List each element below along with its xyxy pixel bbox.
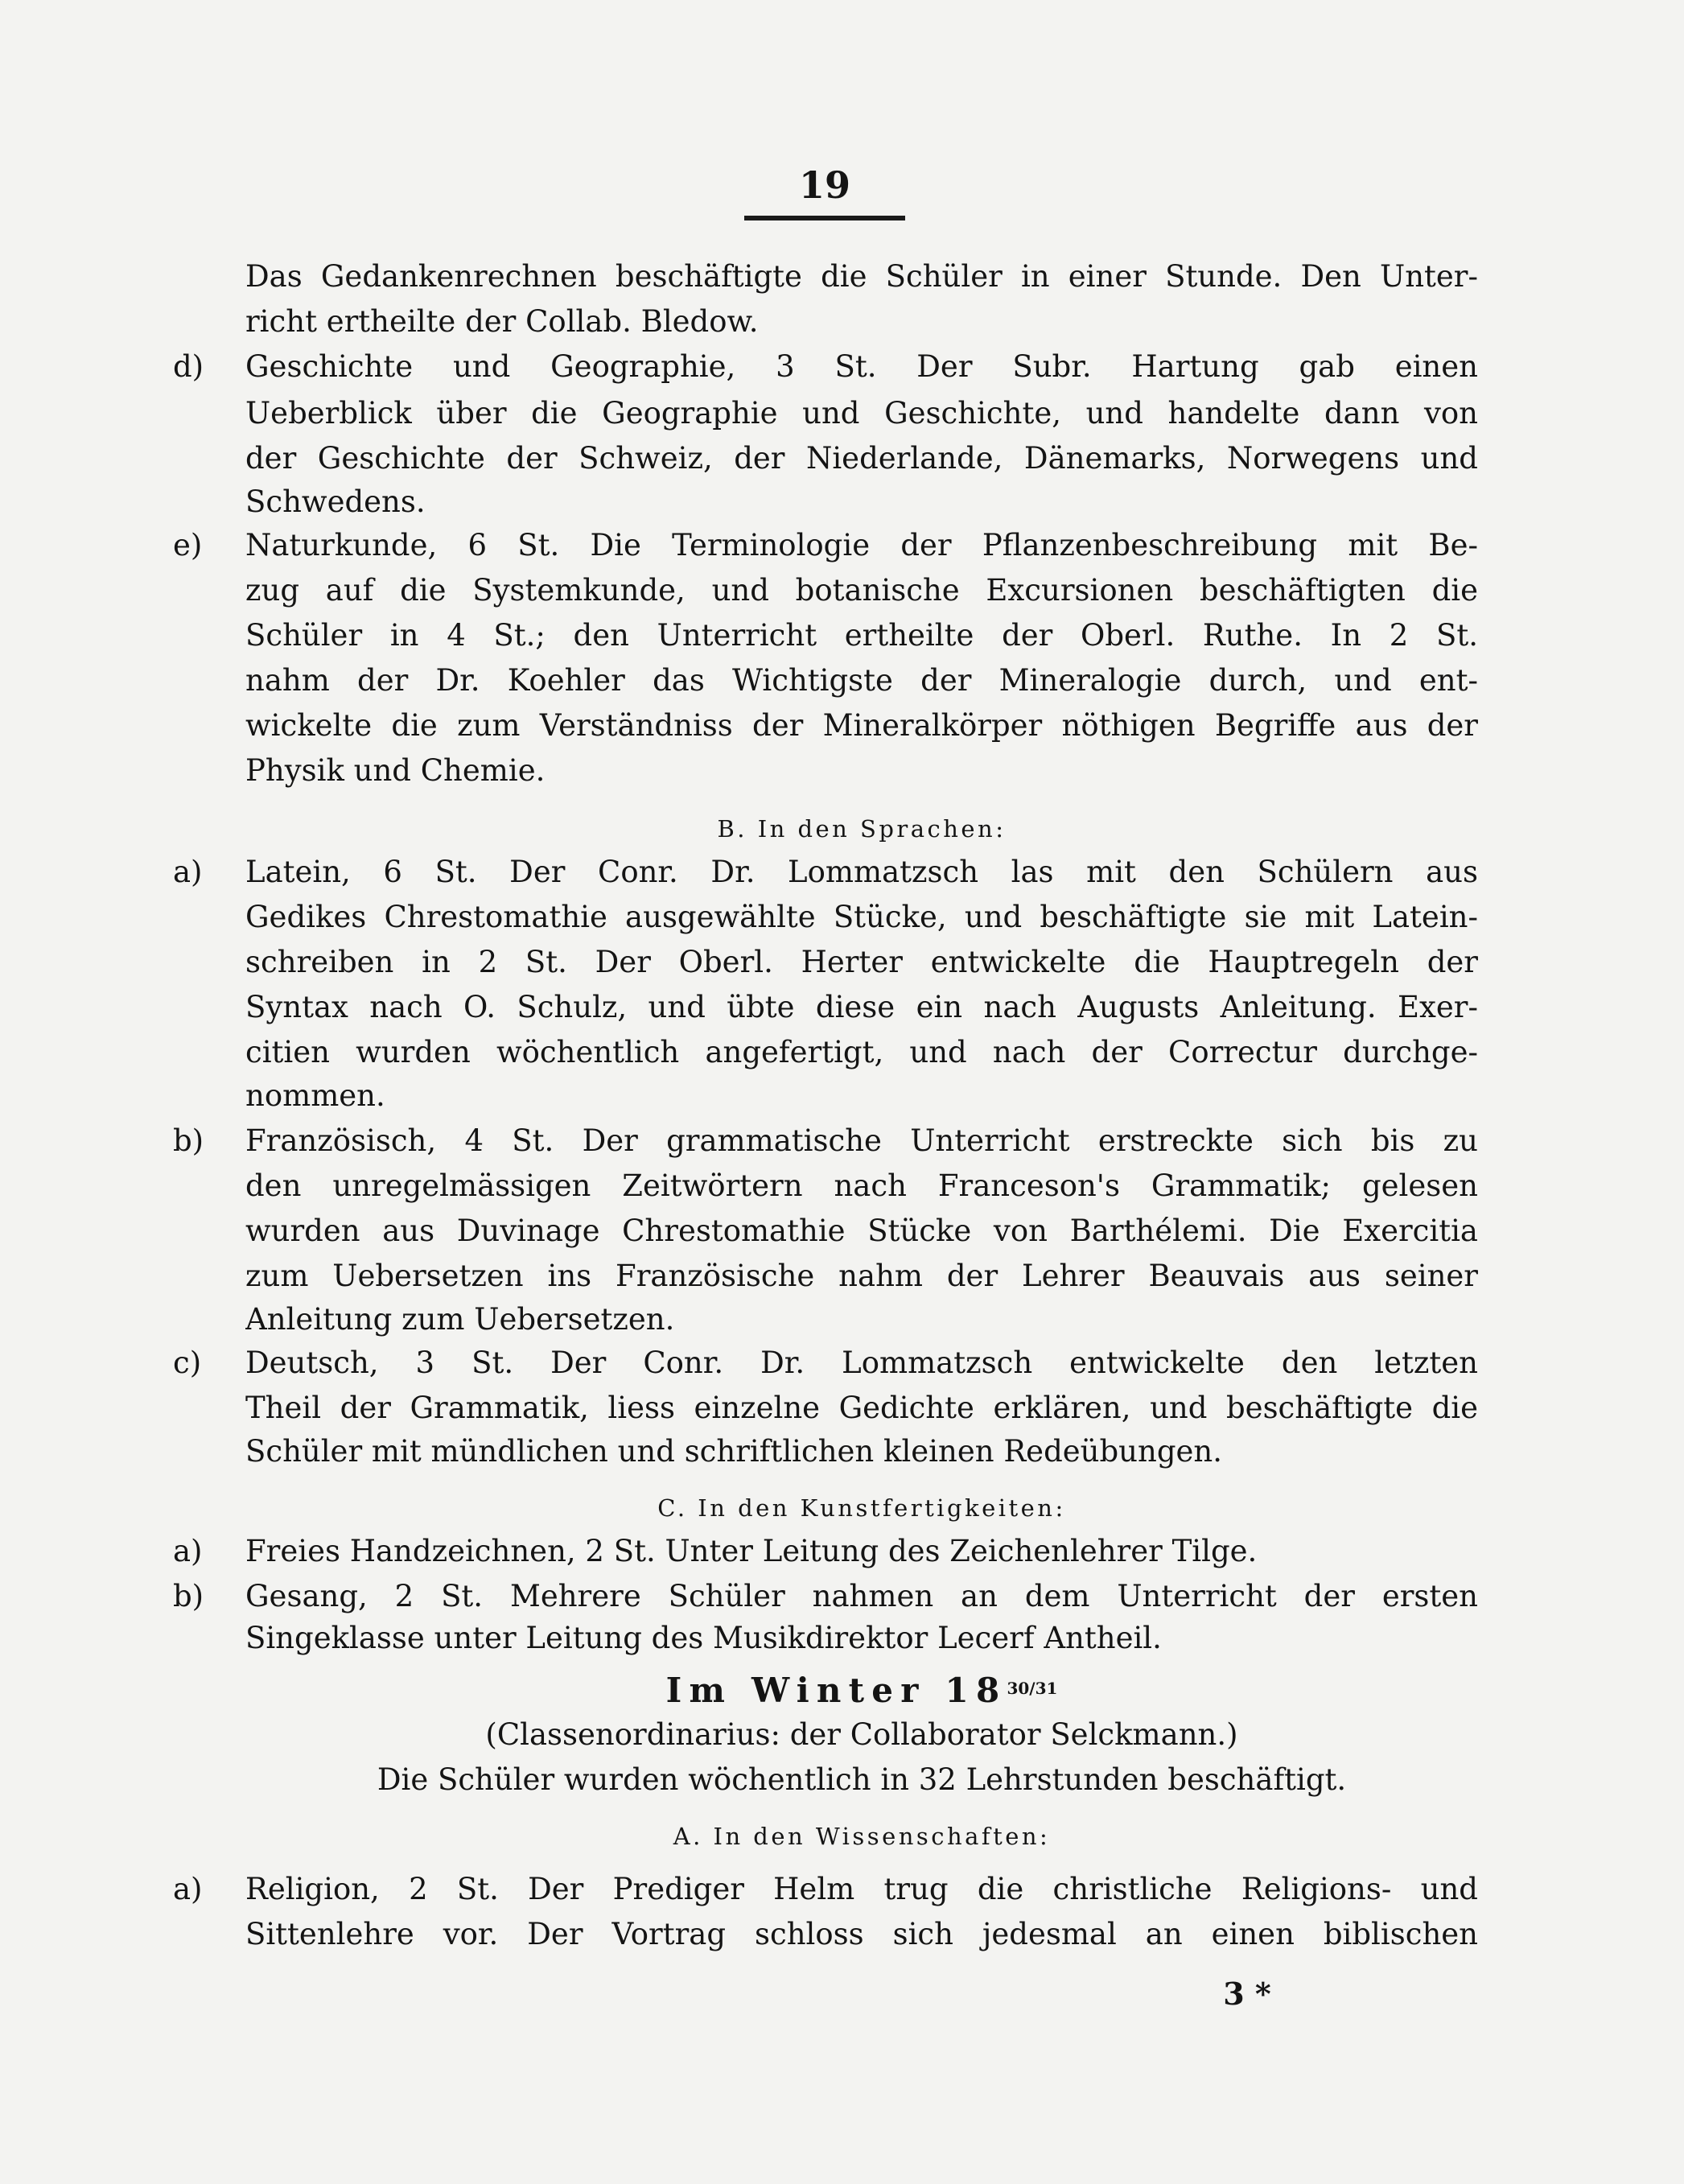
page-number: 19 [798,163,850,207]
text-line-content: wurden aus Duvinage Chrestomathie Stücke von Barthélemi. Die Exercitia [245,1214,1478,1248]
text-line [245,1869,1478,1910]
signature-mark: 3 * [1223,1976,1271,2012]
text-line [245,1714,1478,1756]
text-line-content: citien wurden wöchentlich angefertigt, und nach der Correctur durchge- [245,1035,1478,1069]
text-line-content: A. In den Wissenschaften: [673,1823,1051,1850]
text-line [245,660,1478,702]
text-line-content: B. In den Sprachen: [717,815,1007,843]
text-line [245,987,1478,1028]
text-line-content: Freies Handzeichnen, 2 St. Unter Leitung des Zeichenlehrer Tilge. [245,1534,1258,1568]
text-line [245,525,1478,567]
text-line [245,1387,1478,1429]
text-line-content: C. In den Kunstfertigkeiten: [657,1494,1066,1522]
text-line-content: Singeklasse unter Leitung des Musikdirektor Lecerf Antheil. [245,1621,1162,1655]
list-marker: a) [173,855,203,889]
text-line-content: Schüler in 4 St.; den Unterricht ertheilte der Oberl. Ruthe. In 2 St. [245,618,1478,653]
text-line-content: Theil der Grammatik, liess einzelne Gedichte erklären, und beschäftigte die [245,1391,1478,1425]
text-line-content: zug auf die Systemkunde, und botanische Excursionen beschäftigten die [245,573,1478,608]
list-marker: a) [173,1534,203,1568]
text-line-content: den unregelmässigen Zeitwörtern nach Franceson's Grammatik; gelesen [245,1168,1478,1203]
text-line [245,1032,1478,1073]
text-line-content: Latein, 6 St. Der Conr. Dr. Lommatzsch las mit den Schülern aus [245,855,1478,889]
text-line-content: zum Uebersetzen ins Französische nahm der Lehrer Beauvais aus seiner [245,1259,1478,1293]
text-line-content: Naturkunde, 6 St. Die Terminologie der Pflanzenbeschreibung mit Be- [245,528,1478,562]
list-marker: b) [173,1123,204,1158]
text-line-content: Ueberblick über die Geographie und Geschichte, und handelte dann von [245,396,1478,431]
text-line [245,1667,1478,1709]
text-line-content: Das Gedankenrechnen beschäftigte die Schüler in einer Stunde. Den Unter- [245,259,1478,294]
text-line [245,1815,1478,1857]
list-marker: e) [173,528,203,562]
text-line-content: Die Schüler wurden wöchentlich in 32 Lehrstunden beschäftigt. [377,1762,1347,1797]
text-line [245,896,1478,938]
text-line-content: Gesang, 2 St. Mehrere Schüler nahmen an dem Unterricht der ersten [245,1579,1478,1613]
text-line [245,1120,1478,1162]
year-fraction: 30/31 [1007,1679,1058,1698]
text-line-content: Anleitung zum Uebersetzen. [245,1302,675,1337]
text-line [245,1255,1478,1297]
text-line-content: Deutsch, 3 St. Der Conr. Dr. Lommatzsch entwickelte den letzten [245,1345,1478,1380]
text-line [245,1617,1478,1659]
text-line [245,1210,1478,1252]
text-line-content: Sittenlehre vor. Der Vortrag schloss sich jedesmal an einen biblischen [245,1917,1478,1951]
text-line [245,393,1478,435]
text-line [245,438,1478,480]
text-line [245,256,1478,298]
text-line [245,1914,1478,1955]
text-line [245,481,1478,523]
text-line [245,1487,1478,1529]
text-line [245,1576,1478,1617]
text-line [245,1165,1478,1207]
header-rule [744,216,905,220]
text-line [245,942,1478,983]
list-marker: d) [173,349,204,384]
text-line [245,851,1478,893]
text-line-content: nommen. [245,1078,385,1113]
text-line [245,1342,1478,1384]
text-line-content: nahm der Dr. Koehler das Wichtigste der Mineralogie durch, und ent- [245,663,1478,698]
list-marker: b) [173,1579,204,1613]
text-line-content: Physik und Chemie. [245,753,546,788]
text-line-content: wickelte die zum Verständniss der Mineralkörper nöthigen Begriffe aus der [245,708,1478,743]
text-line-content: Schwedens. [245,484,426,519]
text-line [245,570,1478,612]
text-line [245,705,1478,747]
text-line [245,1075,1478,1117]
text-line [245,1431,1478,1473]
list-marker: a) [173,1872,203,1906]
text-line-content: Geschichte und Geographie, 3 St. Der Subr. Hartung gab einen [245,349,1478,384]
text-line-content: richt ertheilte der Collab. Bledow. [245,304,759,339]
text-line [245,1299,1478,1341]
text-line [245,750,1478,792]
text-line [245,808,1478,850]
text-line-content: schreiben in 2 St. Der Oberl. Herter entwickelte die Hauptregeln der [245,945,1478,979]
text-line-content: Französisch, 4 St. Der grammatische Unterricht erstreckte sich bis zu [245,1123,1478,1158]
text-line [245,615,1478,657]
text-line [245,1531,1478,1572]
text-line-content: (Classenordinarius: der Collaborator Selckmann.) [485,1717,1238,1752]
text-line-content: der Geschichte der Schweiz, der Niederlande, Dänemarks, Norwegens und [245,441,1478,476]
list-marker: c) [173,1345,202,1380]
text-line [245,301,1478,343]
text-line-content: Im Winter 18 [665,1671,1007,1709]
text-line [245,1759,1478,1801]
text-line-content: Religion, 2 St. Der Prediger Helm trug die christliche Religions- und [245,1872,1478,1906]
text-line [245,346,1478,388]
text-line-content: Syntax nach O. Schulz, und übte diese ein nach Augusts Anleitung. Exer- [245,990,1478,1024]
text-line-content: Gedikes Chrestomathie ausgewählte Stücke, und beschäftigte sie mit Latein- [245,900,1478,934]
text-line-content: Schüler mit mündlichen und schriftlichen kleinen Redeübungen. [245,1434,1223,1469]
